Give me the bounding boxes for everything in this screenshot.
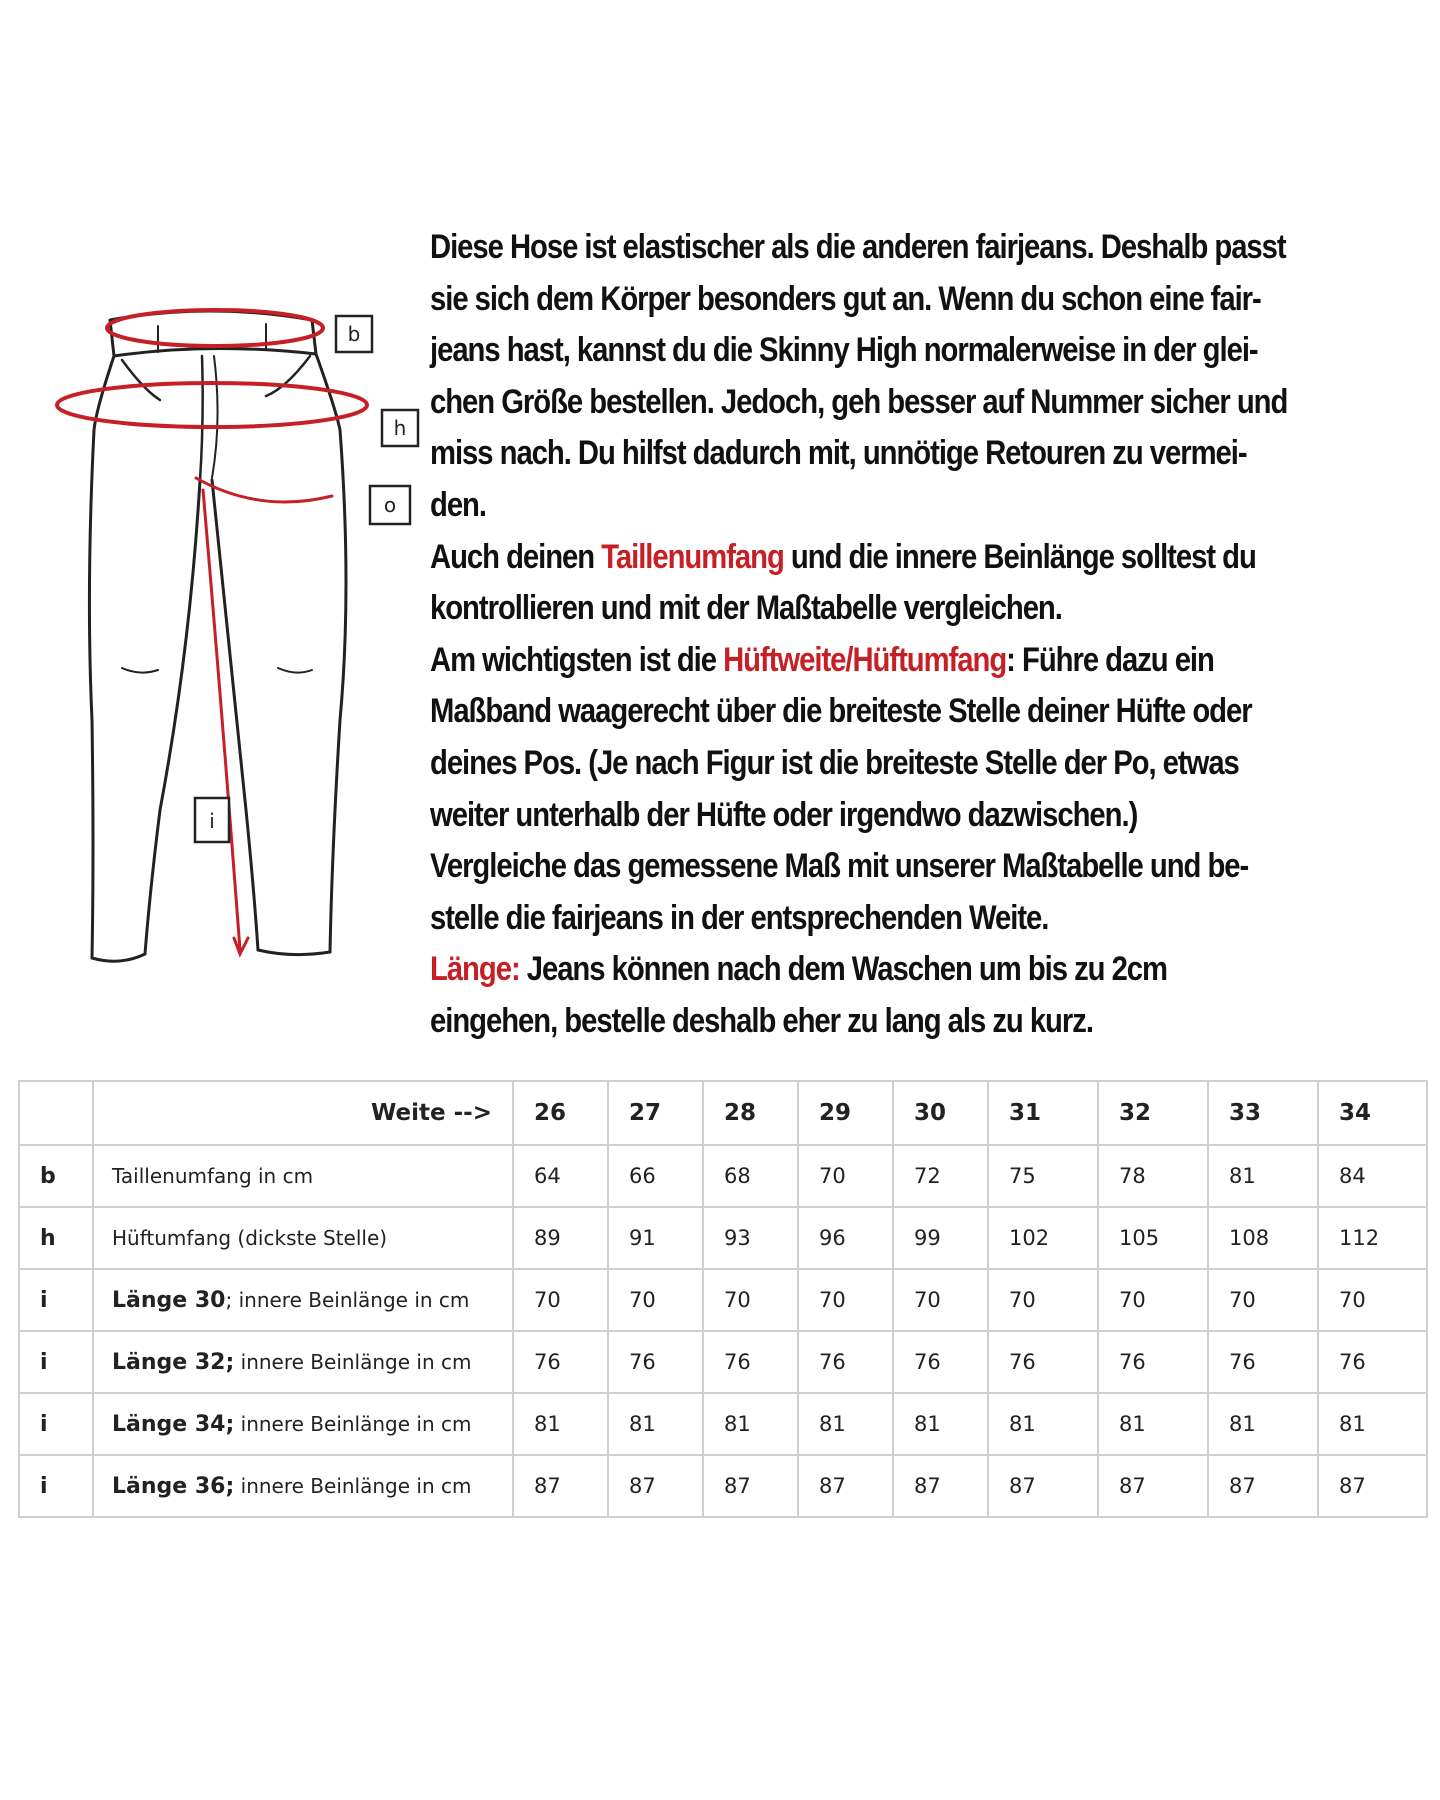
table-cell: 96 xyxy=(798,1207,893,1269)
row-label xyxy=(93,1455,513,1517)
table-row xyxy=(19,1455,1427,1517)
paragraph-5-text-after: Jeans können nach dem Waschen um bis zu 2cm eingehen, bestelle deshalb eher zu lang als zu kurz. xyxy=(430,950,1168,1040)
table-cell: 70 xyxy=(798,1145,893,1207)
table-cell: 81 xyxy=(608,1393,703,1455)
table-cell: 87 xyxy=(798,1455,893,1517)
table-cell: 87 xyxy=(1318,1455,1427,1517)
row-code: h xyxy=(19,1207,93,1269)
table-cell: 75 xyxy=(988,1145,1098,1207)
table-cell: 81 xyxy=(703,1393,798,1455)
row-code: i xyxy=(19,1331,93,1393)
table-cell: 76 xyxy=(703,1331,798,1393)
table-row xyxy=(19,1393,1427,1455)
paragraph-2-text-before: Auch deinen xyxy=(430,537,602,576)
row-label-text: innere Beinlänge in cm xyxy=(234,1473,472,1498)
row-label-strong: Länge 32; xyxy=(112,1349,235,1375)
table-cell: 84 xyxy=(1318,1145,1427,1207)
paragraph-3-text-before: Am wichtigsten ist die xyxy=(430,640,724,679)
description-paragraph-5 xyxy=(430,944,1290,1047)
table-cell: 89 xyxy=(513,1207,608,1269)
table-cell: 81 xyxy=(798,1393,893,1455)
description-paragraph-1: Diese Hose ist elastischer als die anderen fairjeans. Deshalb passt sie sich dem Körper besonders gut an. Wenn du schon eine fair-jeans hast, kannst du die Skinny High normalerweise in der glei-chen Größe bestellen. Jedoch, geh besser auf Nummer sicher und miss nach. Du hilfst dadurch mit, unnötige Retouren zu vermei-den. xyxy=(430,228,1288,524)
size-header-cell: 29 xyxy=(798,1081,893,1145)
table-cell: 87 xyxy=(893,1455,988,1517)
thigh-measure-line xyxy=(196,478,332,502)
table-cell: 76 xyxy=(1208,1331,1318,1393)
paragraph-3-text-after: : Führe dazu ein Maßband waagerecht über die breiteste Stelle deiner Hüfte oder deines Pos. (Je nach Figur ist die breiteste Stelle der Po, etwas weiter unterhalb der Hüfte oder irgendwo dazwischen.) xyxy=(430,640,1252,834)
table-cell: 102 xyxy=(988,1207,1098,1269)
table-cell: 70 xyxy=(798,1269,893,1331)
table-cell: 70 xyxy=(893,1269,988,1331)
description-paragraph-4: Vergleiche das gemessene Maß mit unserer Maßtabelle und be-stelle die fairjeans in der entsprechenden Weite. xyxy=(430,847,1249,937)
right-leg-outline xyxy=(330,430,346,952)
table-cell: 81 xyxy=(1208,1145,1318,1207)
row-label-text: Hüftumfang (dickste Stelle) xyxy=(112,1225,388,1250)
table-row xyxy=(19,1269,1427,1331)
marker-b-label: b xyxy=(347,322,361,346)
jeans-illustration xyxy=(40,290,440,1010)
row-label xyxy=(93,1393,513,1455)
row-label xyxy=(93,1269,513,1331)
table-cell: 70 xyxy=(1318,1269,1427,1331)
table-row xyxy=(19,1207,1427,1269)
waist-highlight: Taillenumfang xyxy=(601,537,784,576)
header-code-cell xyxy=(19,1081,93,1145)
row-label xyxy=(93,1207,513,1269)
table-cell: 76 xyxy=(988,1331,1098,1393)
table-cell: 99 xyxy=(893,1207,988,1269)
hip-highlight: Hüftweite/Hüftumfang xyxy=(723,640,1007,679)
table-cell: 87 xyxy=(608,1455,703,1517)
table-cell: 81 xyxy=(1098,1393,1208,1455)
size-header-cell: 31 xyxy=(988,1081,1098,1145)
table-header-row xyxy=(19,1081,1427,1145)
row-label xyxy=(93,1331,513,1393)
row-label-strong: Länge 36; xyxy=(112,1473,235,1499)
weite-label: Weite --> xyxy=(93,1081,513,1145)
row-label-text: innere Beinlänge in cm xyxy=(234,1349,472,1374)
table-cell: 70 xyxy=(988,1269,1098,1331)
table-cell: 87 xyxy=(988,1455,1098,1517)
row-code: i xyxy=(19,1455,93,1517)
table-cell: 81 xyxy=(1318,1393,1427,1455)
table-cell: 87 xyxy=(1208,1455,1318,1517)
size-header-cell: 34 xyxy=(1318,1081,1427,1145)
row-label-text: Taillenumfang in cm xyxy=(112,1163,314,1188)
size-header-cell: 26 xyxy=(513,1081,608,1145)
table-cell: 70 xyxy=(1098,1269,1208,1331)
table-row xyxy=(19,1145,1427,1207)
table-cell: 91 xyxy=(608,1207,703,1269)
size-header-cell: 30 xyxy=(893,1081,988,1145)
row-code: i xyxy=(19,1269,93,1331)
table-cell: 76 xyxy=(608,1331,703,1393)
size-header-cell: 33 xyxy=(1208,1081,1318,1145)
paragraph-2-text-after: und die innere Beinlänge solltest du kontrollieren und mit der Maßtabelle vergleichen. xyxy=(430,537,1256,628)
table-cell: 81 xyxy=(513,1393,608,1455)
row-label xyxy=(93,1145,513,1207)
table-cell: 112 xyxy=(1318,1207,1427,1269)
table-cell: 76 xyxy=(1098,1331,1208,1393)
row-label-text: innere Beinlänge in cm xyxy=(234,1411,472,1436)
table-cell: 68 xyxy=(703,1145,798,1207)
table-cell: 105 xyxy=(1098,1207,1208,1269)
size-header-cell: 28 xyxy=(703,1081,798,1145)
row-code: i xyxy=(19,1393,93,1455)
table-row xyxy=(19,1331,1427,1393)
table-cell: 81 xyxy=(1208,1393,1318,1455)
marker-h-label: h xyxy=(393,416,407,440)
table-cell: 87 xyxy=(1098,1455,1208,1517)
row-label-strong: Länge 34; xyxy=(112,1411,235,1437)
row-code: b xyxy=(19,1145,93,1207)
waist-measure-line xyxy=(107,310,323,346)
table-cell: 81 xyxy=(988,1393,1098,1455)
table-cell: 76 xyxy=(1318,1331,1427,1393)
size-header-cell: 32 xyxy=(1098,1081,1208,1145)
table-cell: 66 xyxy=(608,1145,703,1207)
table-cell: 64 xyxy=(513,1145,608,1207)
hip-measure-line xyxy=(57,383,367,427)
table-cell: 70 xyxy=(1208,1269,1318,1331)
description-paragraph-2 xyxy=(430,532,1290,635)
size-header-cell: 27 xyxy=(608,1081,703,1145)
left-leg-outline xyxy=(89,430,94,958)
row-label-strong: Länge 30 xyxy=(112,1287,226,1313)
table-cell: 72 xyxy=(893,1145,988,1207)
waistband-outline xyxy=(110,311,316,356)
table-cell: 87 xyxy=(513,1455,608,1517)
table-cell: 70 xyxy=(513,1269,608,1331)
size-table xyxy=(18,1080,1428,1518)
marker-i-label: i xyxy=(209,809,215,833)
table-cell: 81 xyxy=(893,1393,988,1455)
table-cell: 93 xyxy=(703,1207,798,1269)
table-cell: 70 xyxy=(608,1269,703,1331)
length-highlight: Länge: xyxy=(430,950,520,989)
table-cell: 76 xyxy=(513,1331,608,1393)
row-label-text: ; innere Beinlänge in cm xyxy=(225,1287,470,1312)
table-cell: 87 xyxy=(703,1455,798,1517)
table-cell: 78 xyxy=(1098,1145,1208,1207)
fit-description xyxy=(430,222,1290,1048)
table-cell: 76 xyxy=(893,1331,988,1393)
marker-o-label: o xyxy=(383,493,397,517)
table-cell: 108 xyxy=(1208,1207,1318,1269)
description-paragraph-3 xyxy=(430,635,1290,841)
table-cell: 76 xyxy=(798,1331,893,1393)
table-cell: 70 xyxy=(703,1269,798,1331)
